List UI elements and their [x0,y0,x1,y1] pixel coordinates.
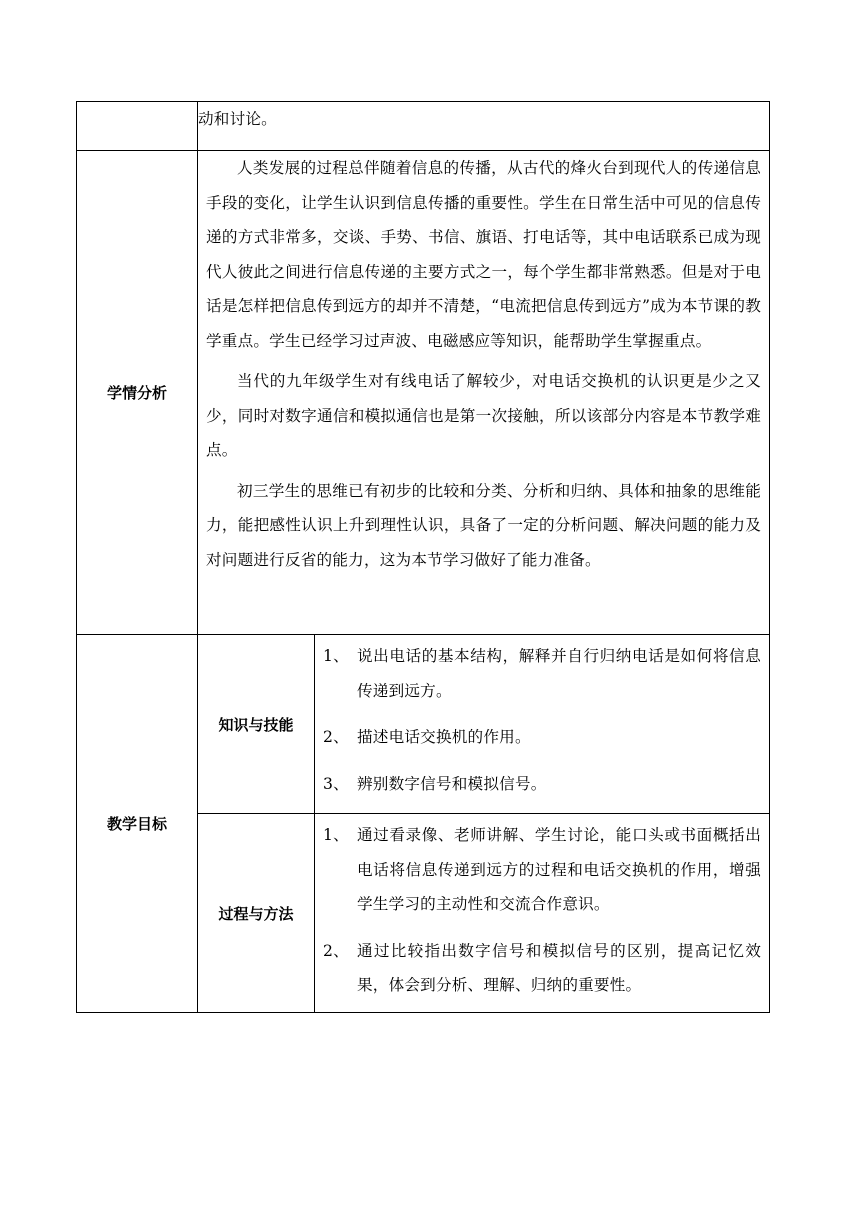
continuation-text: 动和讨论。 [198,110,277,128]
item-text: 说出电话的基本结构，解释并自行归纳电话是如何将信息传递到远方。 [357,647,762,700]
list-item [323,934,761,1003]
item-text: 辨别数字信号和模拟信号。 [357,774,547,793]
list-item [323,720,761,755]
analysis-paragraph: 人类发展的过程总伴随着信息的传播，从古代的烽火台到现代人的传递信息手段的变化，让学生认识到信息传播的重要性。学生在日常生活中可见的信息传递的方式非常多，交谈、手势、书信、旗语、打电话等，其中电话联系已成为现代人彼此之间进行信息传递的主要方式之一，每个学生都非常熟悉。但是对于电话是怎样把信息传到远方的却并不清楚，“电流把信息传到远方”成为本节课的教学重点。学生已经学习过声波、电磁感应等知识，能帮助学生掌握重点。 [206,159,762,350]
analysis-row [77,151,770,635]
continuation-label-cell [77,102,198,151]
analysis-paragraph: 初三学生的思维已有初步的比较和分类、分析和归纳、具体和抽象的思维能力，能把感性认识上升到理性认识，具备了一定的分析问题、解决问题的能力及对问题进行反省的能力，这为本节学习做好了能力准备。 [206,481,762,569]
item-text: 描述电话交换机的作用。 [357,728,531,746]
continuation-cell [198,102,770,151]
process-label: 过程与方法 [198,814,315,1013]
list-item [323,767,761,802]
knowledge-list [315,635,769,809]
analysis-paragraph: 当代的九年级学生对有线电话了解较少，对电话交换机的认识更是少之又少，同时对数字通信和模拟通信也是第一次接触，所以该部分内容是本节教学难点。 [206,372,762,459]
item-number: 3、 [323,774,349,793]
item-text: 通过比较指出数字信号和模拟信号的区别，提高记忆效果，体会到分析、理解、归纳的重要性。 [357,941,762,994]
lesson-plan-table [76,101,770,1013]
continuation-row [77,102,770,151]
list-item [323,639,761,708]
item-number: 1、 [323,647,349,665]
item-text: 通过看录像、老师讲解、学生讨论，能口头或书面概括出电话将信息传递到远方的过程和电话交换机的作用，增强学生学习的主动性和交流合作意识。 [357,826,762,913]
item-number: 2、 [323,941,349,960]
goals-knowledge-row [77,635,770,814]
process-items-cell [315,814,770,1013]
analysis-content-cell [198,151,770,635]
list-item [323,818,761,922]
process-list [315,814,769,1011]
goals-label: 教学目标 [77,635,198,1013]
item-number: 1、 [323,826,349,844]
knowledge-label: 知识与技能 [198,635,315,814]
analysis-label: 学情分析 [77,151,198,635]
item-number: 2、 [323,728,349,746]
knowledge-items-cell [315,635,770,814]
